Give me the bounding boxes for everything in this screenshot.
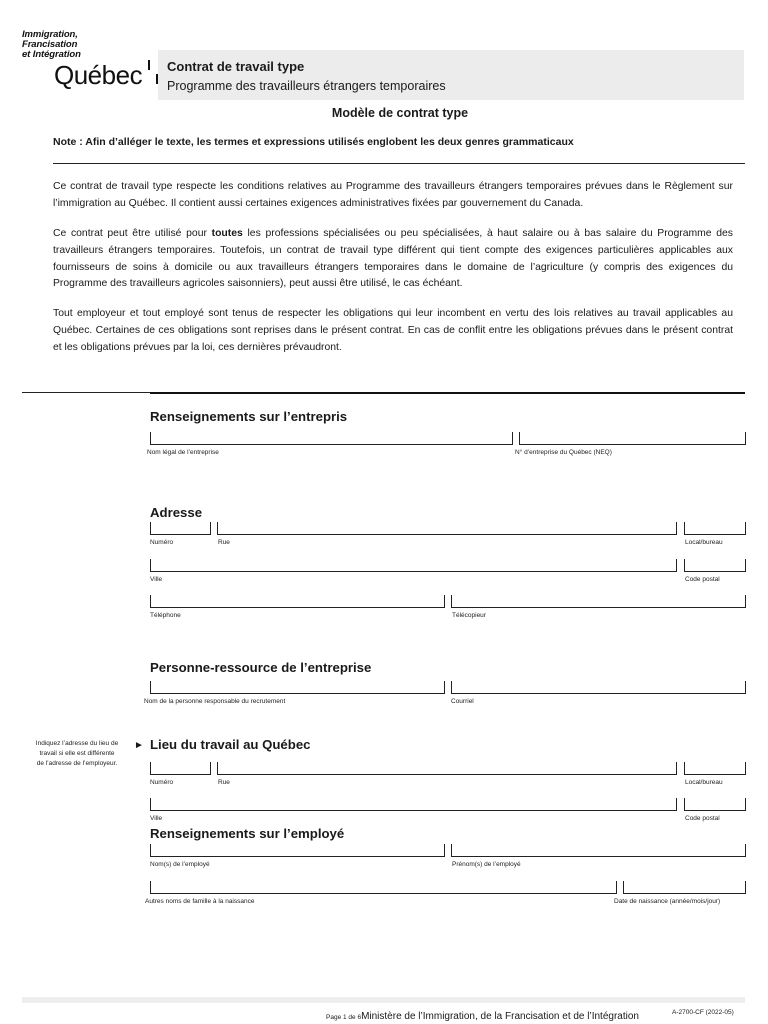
workplace-number-label: Numéro <box>150 779 174 786</box>
email-label: Courriel <box>451 698 474 705</box>
recruiter-name-label: Nom de la personne responsable du recrutement <box>144 698 286 705</box>
company-neq-input[interactable] <box>519 432 746 445</box>
address-street-label: Rue <box>218 539 230 546</box>
field-end-tick <box>444 681 445 694</box>
field-end-tick <box>444 844 445 857</box>
workplace-postal-code-label: Code postal <box>685 815 720 822</box>
field-end-tick <box>512 432 513 445</box>
address-street-input[interactable] <box>217 522 677 535</box>
workplace-suite-label: Local/bureau <box>685 779 723 786</box>
employee-first-name-label: Prénom(s) de l’employé <box>452 861 521 868</box>
field-end-tick <box>444 595 445 608</box>
side-note-line-1: Indiquez l’adresse du lieu de <box>35 740 119 747</box>
workplace-suite-input[interactable] <box>684 762 746 775</box>
workplace-postal-code-input[interactable] <box>684 798 746 811</box>
section-heading-company: Renseignements sur l’entrepris <box>150 409 348 424</box>
birth-names-label: Autres noms de famille à la naissance <box>145 898 255 905</box>
logo-line-3: et Intégration <box>22 49 81 60</box>
divider-left <box>22 392 150 393</box>
field-end-tick <box>210 522 211 535</box>
company-legal-name-input[interactable] <box>150 432 513 445</box>
address-city-label: Ville <box>150 576 163 583</box>
email-input[interactable] <box>451 681 746 694</box>
workplace-street-label: Rue <box>218 779 230 786</box>
company-neq-label: N° d’entreprise du Québec (NEQ) <box>515 449 612 456</box>
intro-paragraph-1: Ce contrat de travail type respecte les conditions relatives au Programme des travailleurs étrangers temporaires prévues dans le Règlement sur l’immigration au Québec. Il contient aussi certaines exigences administratives fixées par gouvernement du Canada. <box>53 181 733 209</box>
side-note-line-2: travail si elle est différente <box>39 750 115 757</box>
workplace-city-label: Ville <box>150 815 163 822</box>
side-note-line-3: de l’adresse de l’employeur. <box>36 760 118 767</box>
recruiter-name-input[interactable] <box>150 681 445 694</box>
employee-first-name-input[interactable] <box>451 844 746 857</box>
field-end-tick <box>676 762 677 775</box>
employee-last-name-input[interactable] <box>150 844 445 857</box>
footer-bar <box>22 997 745 1003</box>
workplace-street-input[interactable] <box>217 762 677 775</box>
divider-main <box>150 392 745 394</box>
form-code: A-2700-CF (2022-05) <box>672 1009 734 1016</box>
ministry-name: Ministère de l’Immigration, de la Francisation et de l’Intégration <box>361 1011 639 1022</box>
birth-date-label: Date de naissance (année/mois/jour) <box>614 898 721 905</box>
phone-input[interactable] <box>150 595 445 608</box>
document-title: Modèle de contrat type <box>331 106 469 120</box>
company-legal-name-label: Nom légal de l’entreprise <box>147 449 219 456</box>
address-suite-input[interactable] <box>684 522 746 535</box>
gender-note: Note : Afin d’alléger le texte, les termes et expressions utilisés englobent les deux genres grammaticaux <box>53 136 574 148</box>
form-title: Contrat de travail type <box>167 59 305 74</box>
workplace-city-input[interactable] <box>150 798 677 811</box>
intro-paragraph-2 <box>53 226 733 293</box>
phone-label: Téléphone <box>150 612 181 619</box>
workplace-side-note <box>22 739 132 769</box>
address-number-input[interactable] <box>150 522 211 535</box>
logo-wordmark: Québec <box>54 60 143 90</box>
field-end-tick <box>676 559 677 572</box>
address-city-input[interactable] <box>150 559 677 572</box>
address-suite-label: Local/bureau <box>685 539 723 546</box>
section-heading-address: Adresse <box>150 505 203 520</box>
address-number-label: Numéro <box>150 539 174 546</box>
fax-label: Télécopieur <box>452 612 486 619</box>
p2-emphasis: toutes <box>211 228 243 239</box>
form-subtitle: Programme des travailleurs étrangers temporaires <box>167 79 446 93</box>
page-number: Page 1 de 6 <box>326 1014 362 1021</box>
divider-top <box>53 163 745 164</box>
p2-text-start: Ce contrat peut être utilisé pour <box>53 228 212 239</box>
field-end-tick <box>616 881 617 894</box>
footer <box>326 1006 639 1024</box>
employee-last-name-label: Nom(s) de l’employé <box>150 861 210 868</box>
address-postal-code-label: Code postal <box>685 576 720 583</box>
logo-line-2: Francisation <box>22 39 78 50</box>
workplace-number-input[interactable] <box>150 762 211 775</box>
field-end-tick <box>210 762 211 775</box>
section-heading-employee: Renseignements sur l’employé <box>150 826 345 841</box>
section-heading-workplace: Lieu du travail au Québec <box>150 737 311 752</box>
birth-date-input[interactable] <box>623 881 746 894</box>
fax-input[interactable] <box>451 595 746 608</box>
p2-text-end: les professions spécialisées ou peu spécialisées, à haut salaire ou à bas salaire du Programme des travailleurs étrangers temporaires. Toutefois, un contrat de travail type différent qui tient compte des exigences particulières applicables aux fournisseurs de soins à domicile ou aux travailleurs étrangers temporaires dans le domaine de l’agriculture (y compris des exigences du Programme des travailleurs agricoles saisonniers), peut aussi être utilisé, le cas échéant. <box>53 228 733 290</box>
section-heading-contact: Personne-ressource de l’entreprise <box>150 660 372 675</box>
field-end-tick <box>676 798 677 811</box>
address-postal-code-input[interactable] <box>684 559 746 572</box>
intro-paragraph-3: Tout employeur et tout employé sont tenus de respecter les obligations qui leur incombent en vertu des lois relatives au travail applicables au Québec. Certaines de ces obligations sont reprises dans le présent contrat. En cas de conflit entre les obligations prévues dans le présent contrat et les obligations prévues par la loi, ces dernières prévaudront. <box>53 308 733 353</box>
field-end-tick <box>676 522 677 535</box>
arrow-right-icon: ► <box>134 740 144 751</box>
logo-line-1: Immigration, <box>22 29 78 40</box>
birth-names-input[interactable] <box>150 881 617 894</box>
